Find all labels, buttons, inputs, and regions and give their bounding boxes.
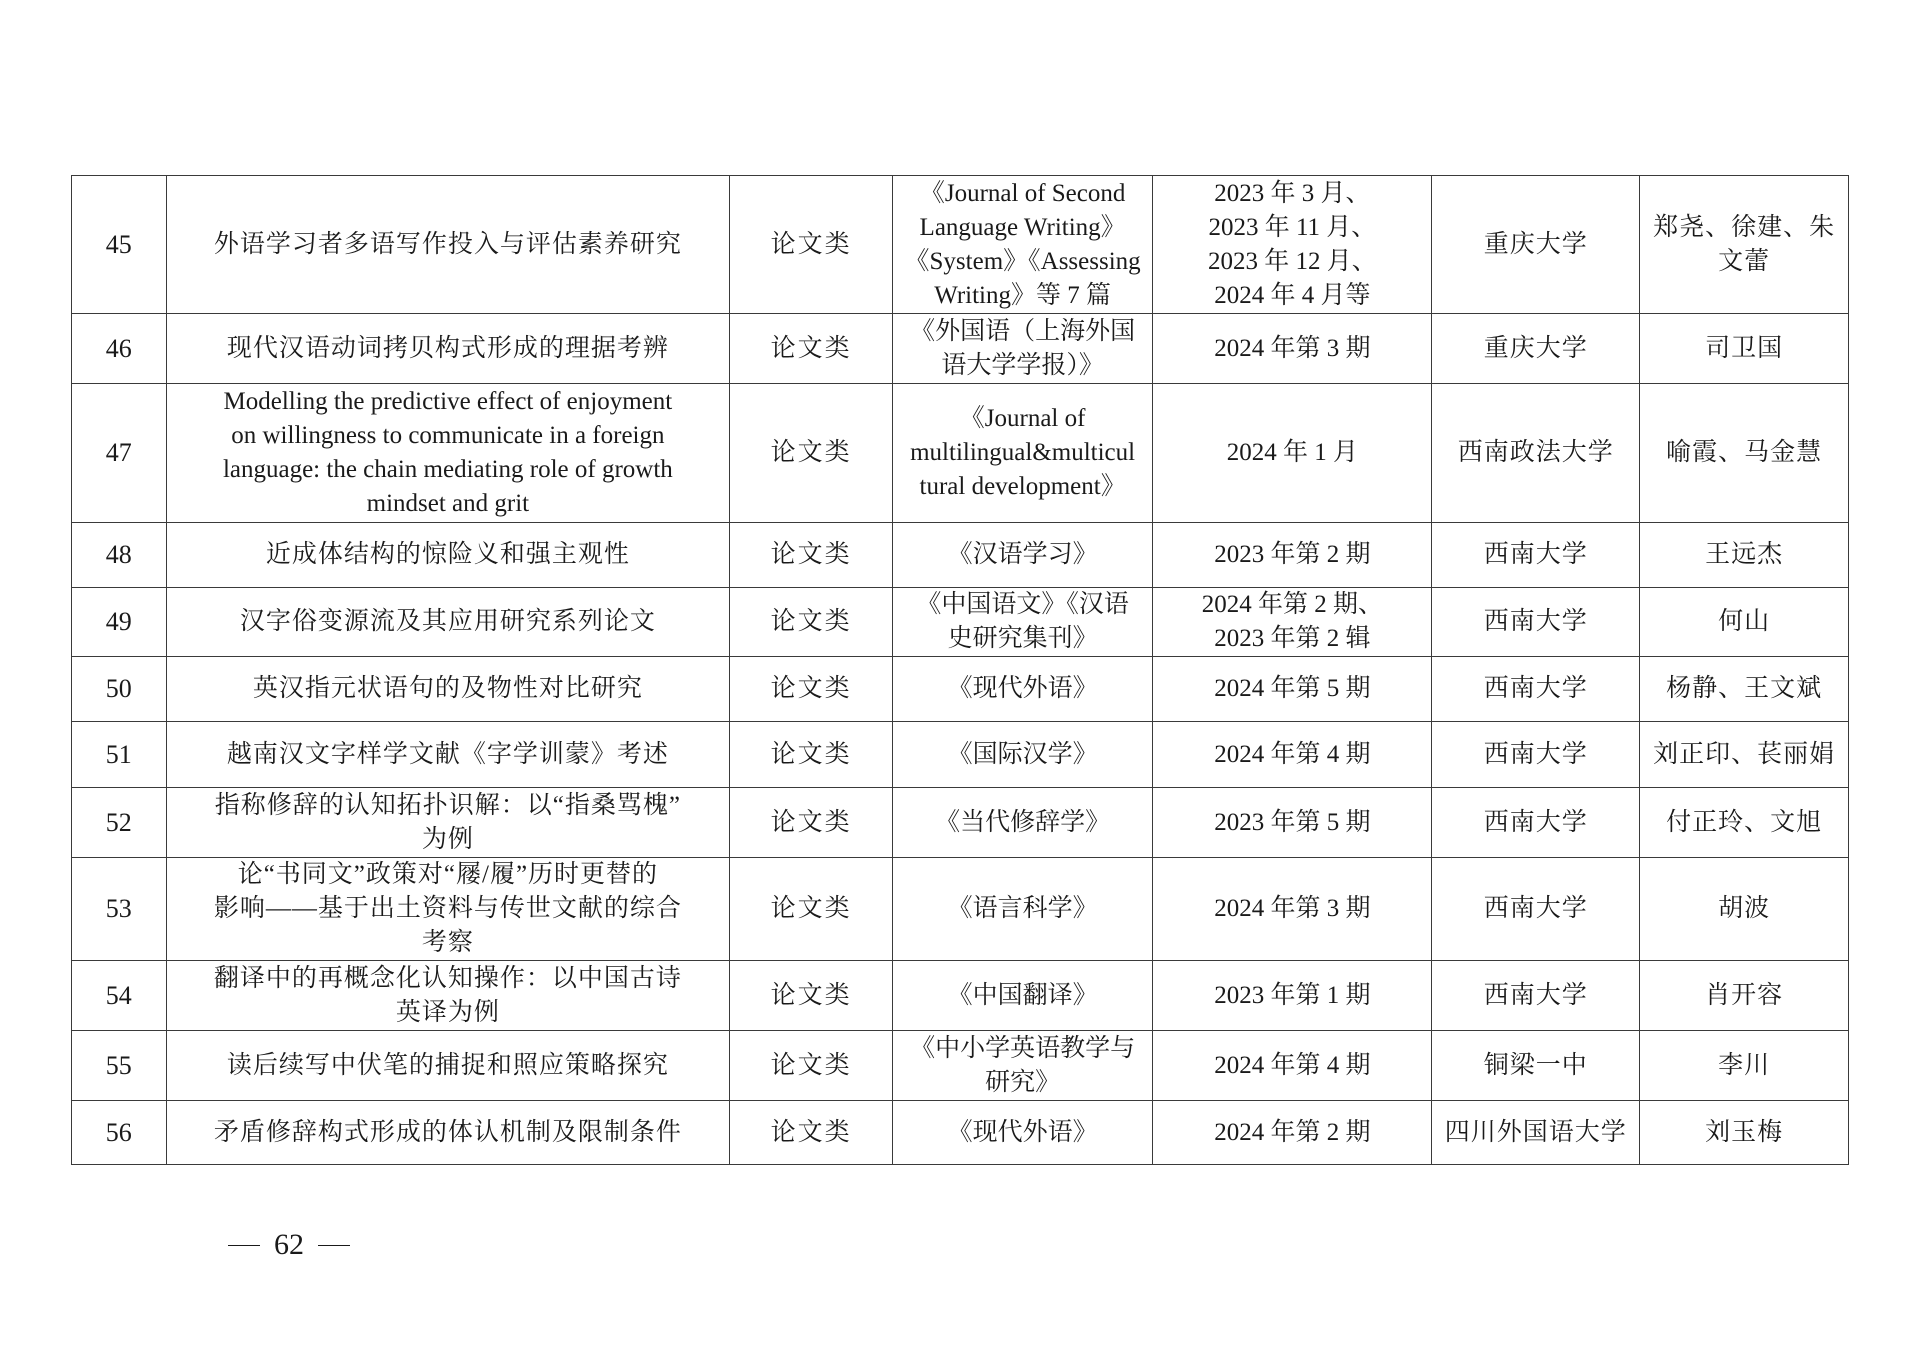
unit-cell: 铜梁一中 [1432,1031,1640,1101]
date-cell-line: 2023 年第 2 期 [1214,541,1371,568]
type-cell: 论文类 [730,314,893,384]
row-number-cell: 55 [72,1031,167,1101]
date-cell [1153,722,1432,788]
title-cell-line: 英汉指元状语句的及物性对比研究 [252,675,643,702]
journal-cell-line: 《Journal of [959,405,1086,432]
journal-cell [892,523,1152,588]
type-cell: 论文类 [730,722,893,788]
unit-cell: 四川外国语大学 [1432,1101,1640,1165]
title-cell [166,1031,730,1101]
date-cell-line: 2023 年 3 月、 [1214,179,1371,207]
awards-table [71,175,1849,1165]
date-cell-line: 2023 年第 2 辑 [1214,625,1371,652]
type-cell: 论文类 [730,657,893,722]
title-cell [166,523,730,588]
type-cell: 论文类 [730,523,893,588]
title-cell-line: 翻译中的再概念化认知操作：以中国古诗 [213,964,682,992]
date-cell [1153,523,1432,588]
title-cell-line: on willingness to communicate in a foreign [231,422,665,449]
date-cell [1153,788,1432,858]
journal-cell [892,176,1152,314]
row-number-cell: 54 [72,961,167,1031]
date-cell [1153,588,1432,657]
journal-cell [892,1031,1152,1101]
title-cell-line: 矛盾修辞构式形成的体认机制及限制条件 [213,1118,682,1146]
table-row [72,1031,1849,1101]
row-number-cell: 52 [72,788,167,858]
type-cell: 论文类 [730,788,893,858]
date-cell [1153,314,1432,384]
journal-cell [892,657,1152,722]
journal-cell-line: 《System》《Assessing [904,247,1141,275]
date-cell [1153,1101,1432,1165]
authors-cell: 喻霞、马金慧 [1640,384,1849,523]
authors-cell: 李川 [1640,1031,1849,1101]
title-cell-line: 近成体结构的惊险义和强主观性 [265,541,630,568]
title-cell [166,1101,730,1165]
title-cell-line: language: the chain mediating role of growth [222,456,673,483]
date-cell-line: 2024 年第 2 期 [1214,1118,1371,1146]
title-cell-line: Modelling the predictive effect of enjoyment [223,388,673,415]
title-cell [166,961,730,1031]
left-dash [228,1245,260,1246]
type-cell: 论文类 [730,961,893,1031]
journal-cell-line: 《现代外语》 [947,1118,1098,1146]
journal-cell [892,788,1152,858]
table-row [72,384,1849,523]
table-row [72,588,1849,657]
journal-cell [892,314,1152,384]
journal-cell [892,1101,1152,1165]
authors-cell: 付正玲、文旭 [1640,788,1849,858]
unit-cell: 西南政法大学 [1432,384,1640,523]
journal-cell-line: 语大学学报）》 [941,351,1104,379]
unit-cell: 西南大学 [1432,588,1640,657]
type-cell: 论文类 [730,1031,893,1101]
date-cell-line: 2024 年第 5 期 [1214,675,1371,702]
title-cell-line: 外语学习者多语写作投入与评估素养研究 [213,230,682,258]
row-number-cell: 48 [72,523,167,588]
date-cell-line: 2023 年 11 月、 [1208,213,1377,241]
date-cell [1153,961,1432,1031]
title-cell [166,314,730,384]
journal-cell-line: 研究》 [985,1068,1061,1096]
journal-cell-line: 《语言科学》 [947,895,1098,922]
date-cell [1153,384,1432,523]
authors-cell: 刘玉梅 [1640,1101,1849,1165]
table-row [72,1101,1849,1165]
row-number-cell: 53 [72,858,167,961]
journal-cell-line: 《现代外语》 [947,675,1098,702]
row-number-cell: 49 [72,588,167,657]
date-cell [1153,858,1432,961]
title-cell [166,384,730,523]
authors-cell: 刘正印、苌丽娟 [1640,722,1849,788]
title-cell-line: 汉字俗变源流及其应用研究系列论文 [239,608,656,635]
table-row [72,176,1849,314]
title-cell [166,176,730,314]
date-cell-line: 2024 年第 3 期 [1214,334,1371,362]
row-number-cell: 45 [72,176,167,314]
unit-cell: 西南大学 [1432,788,1640,858]
unit-cell: 重庆大学 [1432,314,1640,384]
authors-cell: 司卫国 [1640,314,1849,384]
date-cell-line: 2023 年 12 月、 [1208,247,1377,275]
date-cell-line: 2024 年第 4 期 [1214,1051,1371,1079]
journal-cell-line: Language Writing》 [919,213,1126,241]
journal-cell [892,588,1152,657]
type-cell: 论文类 [730,384,893,523]
journal-cell-line: Writing》等 7 篇 [934,281,1111,309]
date-cell [1153,176,1432,314]
date-cell-line: 2024 年第 3 期 [1214,895,1371,922]
unit-cell: 西南大学 [1432,523,1640,588]
type-cell: 论文类 [730,1101,893,1165]
table-body [72,176,1849,1165]
authors-cell: 肖开容 [1640,961,1849,1031]
table-row [72,858,1849,961]
table-row [72,523,1849,588]
row-number-cell: 46 [72,314,167,384]
title-cell [166,858,730,961]
authors-cell: 王远杰 [1640,523,1849,588]
title-cell-line: 影响——基于出土资料与传世文献的综合 [213,895,682,922]
title-cell [166,588,730,657]
journal-cell-line: tural development》 [919,473,1126,500]
unit-cell: 西南大学 [1432,961,1640,1031]
journal-cell-line: 《中国语文》《汉语 [916,591,1129,618]
type-cell: 论文类 [730,176,893,314]
unit-cell: 西南大学 [1432,657,1640,722]
title-cell-line: 英译为例 [395,998,500,1026]
title-cell-line: 读后续写中伏笔的捕捉和照应策略探究 [226,1051,669,1079]
title-cell-line: 越南汉文字样学文献《字学训蒙》考述 [226,740,669,768]
journal-cell-line: 《中国翻译》 [947,981,1098,1009]
journal-cell-line: 《汉语学习》 [947,541,1098,568]
page-number: 62 [274,1228,304,1261]
authors-cell: 杨静、王文斌 [1640,657,1849,722]
title-cell [166,788,730,858]
journal-cell-line: 《中小学英语教学与 [910,1034,1136,1062]
right-dash [318,1245,350,1246]
page-footer [228,1228,350,1262]
journal-cell-line: 《当代修辞学》 [935,808,1111,836]
journal-cell [892,722,1152,788]
row-number-cell: 51 [72,722,167,788]
row-number-cell: 47 [72,384,167,523]
date-cell-line: 2024 年第 2 期、 [1201,591,1384,618]
title-cell-line: 指称修辞的认知拓扑识解：以“指桑骂槐” [214,791,681,819]
type-cell: 论文类 [730,588,893,657]
title-cell-line: mindset and grit [366,490,530,517]
table-row [72,314,1849,384]
row-number-cell: 56 [72,1101,167,1165]
journal-cell [892,961,1152,1031]
title-cell-line: 论“书同文”政策对“屦/履”历时更替的 [237,861,659,888]
journal-cell-line: 《外国语（上海外国 [910,317,1136,345]
date-cell-line: 2024 年第 4 期 [1214,740,1371,768]
unit-cell: 西南大学 [1432,722,1640,788]
authors-cell: 郑尧、徐建、朱文蕾 [1640,176,1849,314]
table-row [72,722,1849,788]
date-cell-line: 2024 年 1 月 [1226,439,1359,466]
table-row [72,657,1849,722]
journal-cell-line: 《国际汉学》 [947,740,1098,768]
authors-cell: 胡波 [1640,858,1849,961]
date-cell [1153,1031,1432,1101]
date-cell-line: 2024 年 4 月等 [1214,281,1371,309]
title-cell [166,722,730,788]
title-cell-line: 考察 [421,929,474,956]
row-number-cell: 50 [72,657,167,722]
authors-cell: 何山 [1640,588,1849,657]
journal-cell-line: 《Journal of Second [919,179,1126,207]
title-cell-line: 现代汉语动词拷贝构式形成的理据考辨 [226,334,669,362]
title-cell-line: 为例 [421,825,474,853]
date-cell [1153,657,1432,722]
date-cell-line: 2023 年第 1 期 [1214,981,1371,1009]
journal-cell-line: multilingual&multicul [910,439,1136,466]
unit-cell: 重庆大学 [1432,176,1640,314]
title-cell [166,657,730,722]
journal-cell [892,384,1152,523]
journal-cell-line: 史研究集刊》 [947,625,1098,652]
unit-cell: 西南大学 [1432,858,1640,961]
table-row [72,788,1849,858]
journal-cell [892,858,1152,961]
type-cell: 论文类 [730,858,893,961]
table-row [72,961,1849,1031]
date-cell-line: 2023 年第 5 期 [1214,808,1371,836]
